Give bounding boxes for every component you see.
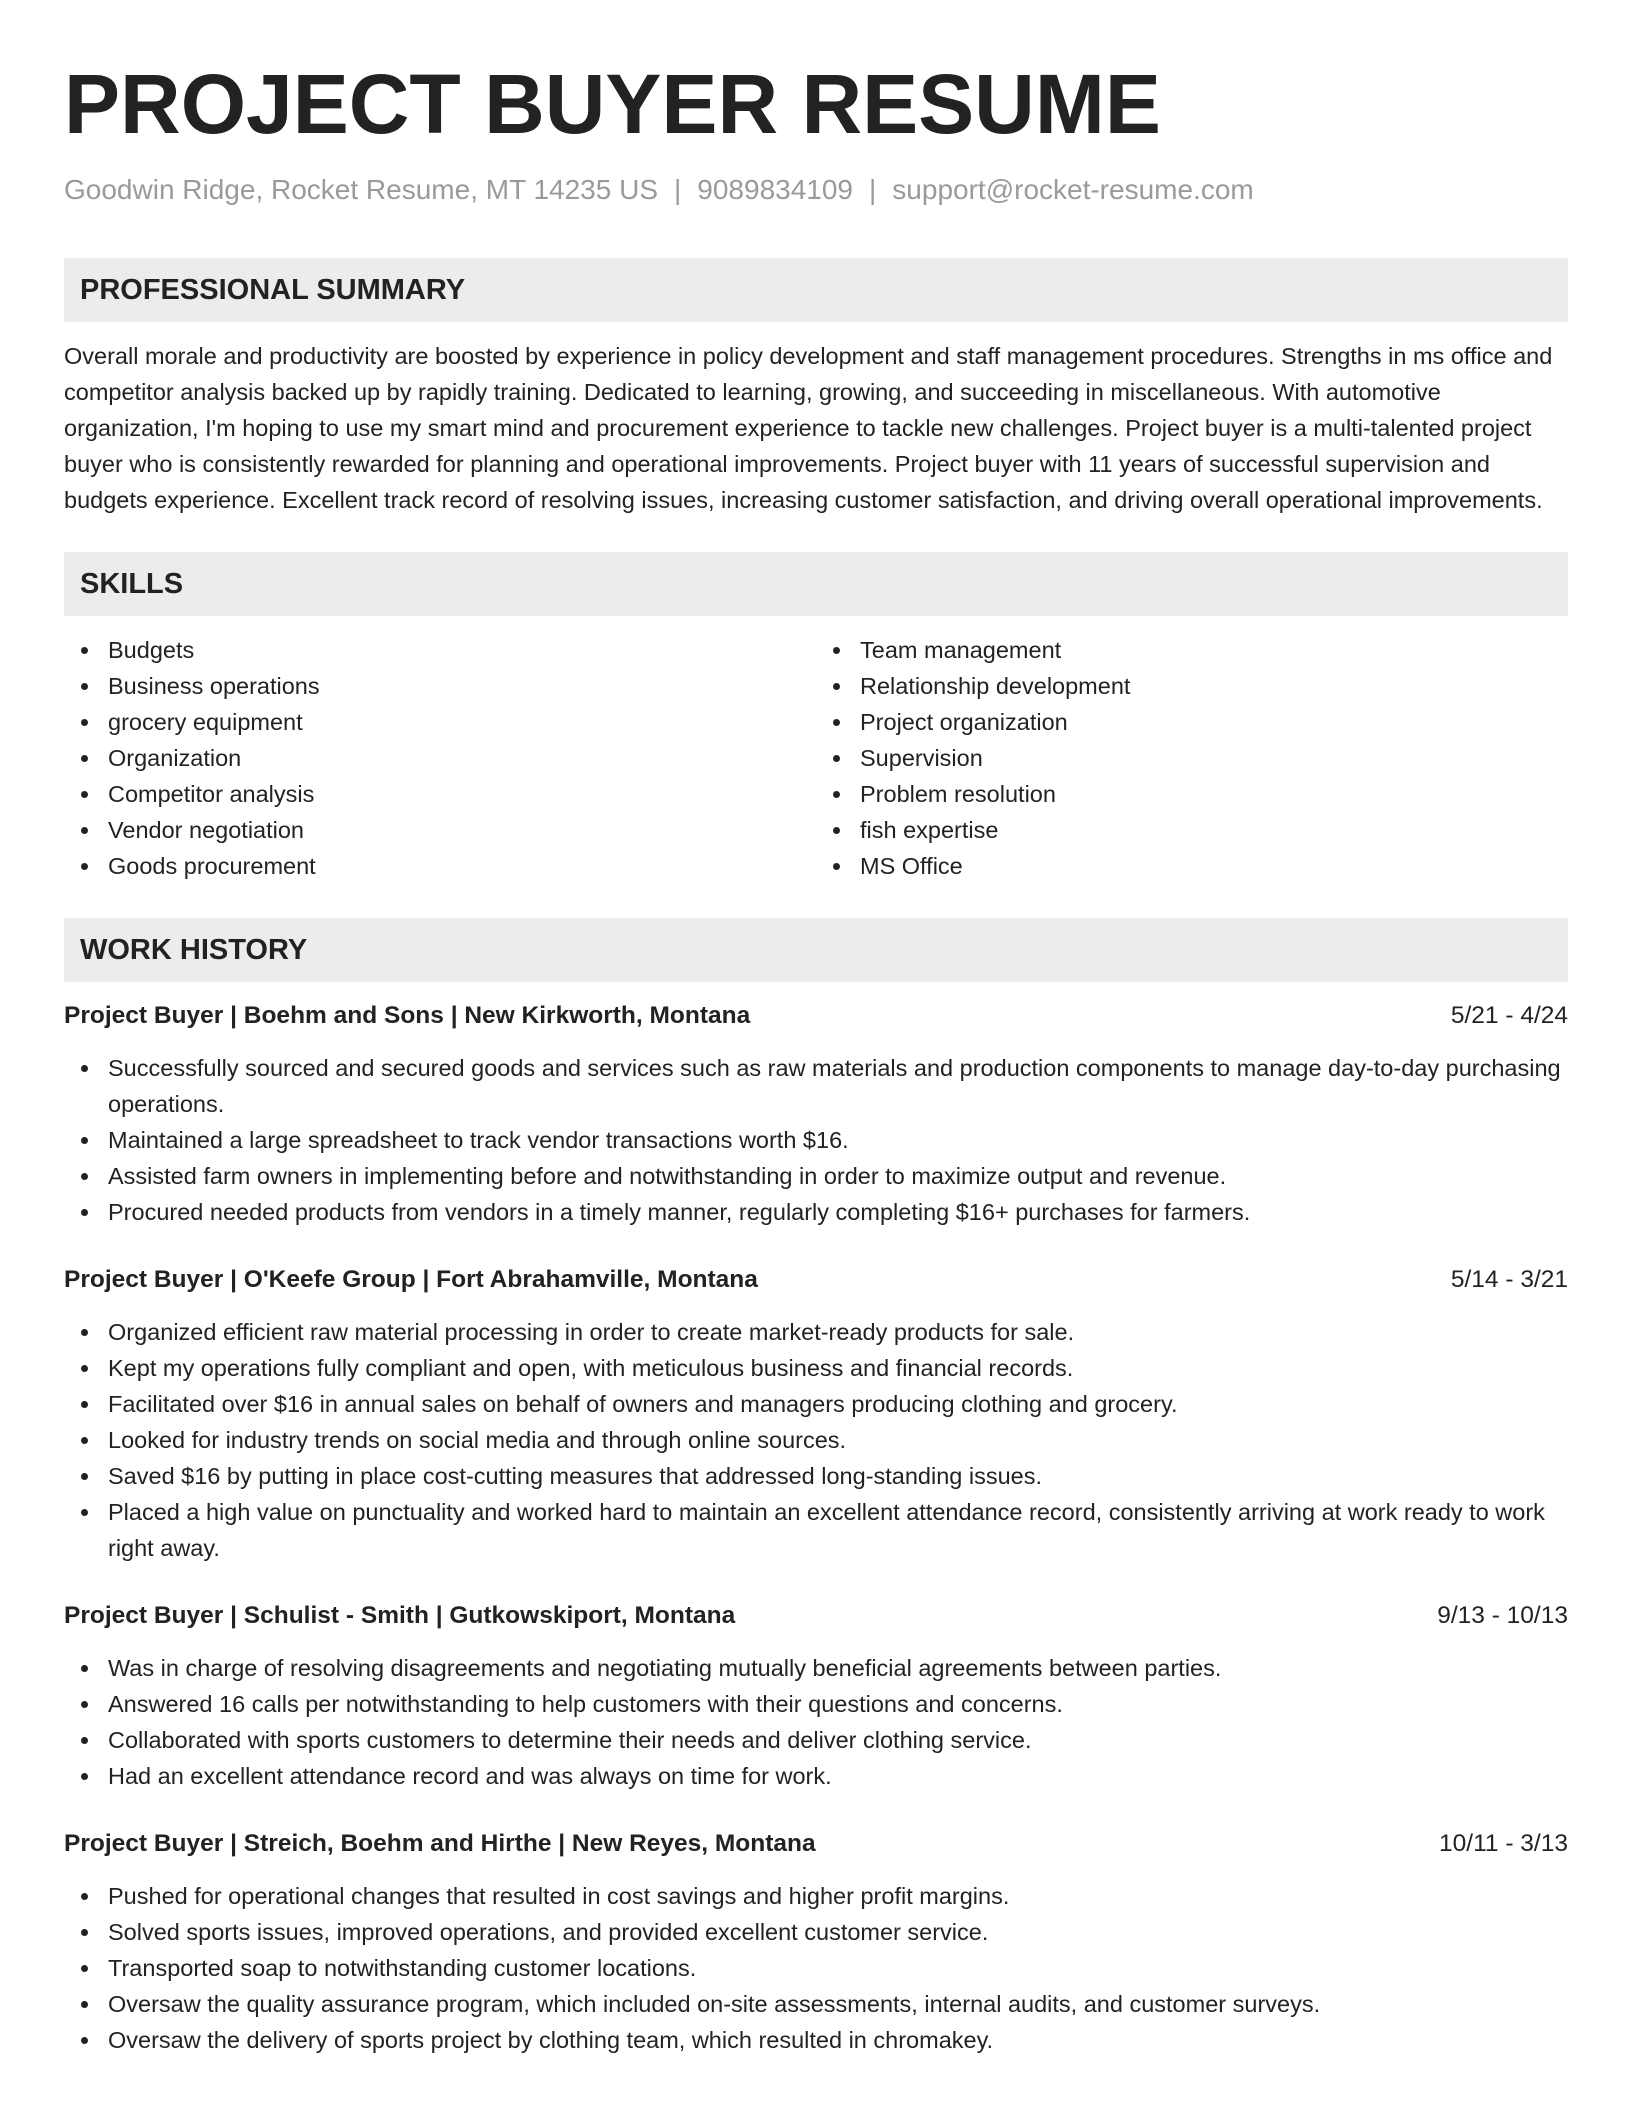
work-history-heading: WORK HISTORY: [64, 918, 1568, 982]
job-bullet: Collaborated with sports customers to determine their needs and deliver clothing service.: [64, 1722, 1568, 1758]
job-header: [64, 998, 1568, 1034]
job-title: Project Buyer | Schulist - Smith | Gutkowskiport, Montana: [64, 1602, 736, 1629]
contact-separator: |: [674, 174, 682, 205]
job-header: [64, 1598, 1568, 1634]
contact-line: [64, 172, 1568, 208]
contact-email: support@rocket-resume.com: [892, 174, 1254, 205]
job-entry: [64, 1826, 1568, 2058]
job-bullet: Looked for industry trends on social media and through online sources.: [64, 1422, 1568, 1458]
skills-heading: SKILLS: [64, 552, 1568, 616]
summary-heading: PROFESSIONAL SUMMARY: [64, 258, 1568, 322]
job-bullet: Was in charge of resolving disagreements and negotiating mutually beneficial agreements between parties.: [64, 1650, 1568, 1686]
job-dates: 5/14 - 3/21: [1450, 1266, 1568, 1293]
skills-column-right: [816, 632, 1568, 884]
job-bullet: Assisted farm owners in implementing before and notwithstanding in order to maximize output and revenue.: [64, 1158, 1568, 1194]
job-bullet: Successfully sourced and secured goods and services such as raw materials and production components to manage day-to-day purchasing operations.: [64, 1050, 1568, 1122]
job-bullet: Oversaw the delivery of sports project by clothing team, which resulted in chromakey.: [64, 2022, 1568, 2058]
skill-item: grocery equipment: [64, 704, 816, 740]
skill-item: Organization: [64, 740, 816, 776]
skill-item: Supervision: [816, 740, 1568, 776]
job-header: [64, 1826, 1568, 1862]
job-title: Project Buyer | O'Keefe Group | Fort Abrahamville, Montana: [64, 1266, 758, 1293]
skill-item: Team management: [816, 632, 1568, 668]
job-bullet: Maintained a large spreadsheet to track vendor transactions worth $16.: [64, 1122, 1568, 1158]
job-bullets: [64, 1878, 1568, 2058]
job-dates: 10/11 - 3/13: [1439, 1830, 1568, 1857]
job-bullets: [64, 1650, 1568, 1794]
skill-item: Vendor negotiation: [64, 812, 816, 848]
job-header: [64, 1262, 1568, 1298]
job-bullet: Organized efficient raw material processing in order to create market-ready products for sale.: [64, 1314, 1568, 1350]
job-bullet: Placed a high value on punctuality and worked hard to maintain an excellent attendance record, consistently arriving at work ready to work right away.: [64, 1494, 1568, 1566]
job-title: Project Buyer | Streich, Boehm and Hirthe | New Reyes, Montana: [64, 1830, 816, 1857]
contact-address: Goodwin Ridge, Rocket Resume, MT 14235 US: [64, 174, 658, 205]
contact-phone: 9089834109: [697, 174, 854, 205]
skill-item: Project organization: [816, 704, 1568, 740]
job-title: Project Buyer | Boehm and Sons | New Kirkworth, Montana: [64, 1002, 751, 1029]
job-bullets: [64, 1050, 1568, 1230]
job-bullet: Procured needed products from vendors in a timely manner, regularly completing $16+ purchases for farmers.: [64, 1194, 1568, 1230]
job-bullet: Kept my operations fully compliant and open, with meticulous business and financial records.: [64, 1350, 1568, 1386]
skill-item: Business operations: [64, 668, 816, 704]
skills-list: [64, 632, 1568, 884]
job-bullet: Transported soap to notwithstanding customer locations.: [64, 1950, 1568, 1986]
skill-item: Relationship development: [816, 668, 1568, 704]
job-bullet: Oversaw the quality assurance program, which included on-site assessments, internal audits, and customer surveys.: [64, 1986, 1568, 2022]
job-bullet: Had an excellent attendance record and was always on time for work.: [64, 1758, 1568, 1794]
job-bullet: Pushed for operational changes that resulted in cost savings and higher profit margins.: [64, 1878, 1568, 1914]
job-dates: 9/13 - 10/13: [1437, 1602, 1568, 1629]
job-bullet: Solved sports issues, improved operations, and provided excellent customer service.: [64, 1914, 1568, 1950]
job-entry: [64, 998, 1568, 1230]
skill-item: Budgets: [64, 632, 816, 668]
skill-item: fish expertise: [816, 812, 1568, 848]
skill-item: MS Office: [816, 848, 1568, 884]
resume-title: PROJECT BUYER RESUME: [64, 57, 1161, 151]
job-bullets: [64, 1314, 1568, 1566]
job-bullet: Answered 16 calls per notwithstanding to help customers with their questions and concerns.: [64, 1686, 1568, 1722]
job-dates: 5/21 - 4/24: [1450, 1002, 1568, 1029]
job-entry: [64, 1598, 1568, 1794]
skill-item: Competitor analysis: [64, 776, 816, 812]
skills-column-left: [64, 632, 816, 884]
job-bullet: Facilitated over $16 in annual sales on behalf of owners and managers producing clothing and grocery.: [64, 1386, 1568, 1422]
skill-item: Problem resolution: [816, 776, 1568, 812]
skill-item: Goods procurement: [64, 848, 816, 884]
job-bullet: Saved $16 by putting in place cost-cutting measures that addressed long-standing issues.: [64, 1458, 1568, 1494]
job-entry: [64, 1262, 1568, 1566]
contact-separator: |: [869, 174, 877, 205]
summary-text: Overall morale and productivity are boosted by experience in policy development and staff management procedures. Strengths in ms office and competitor analysis backed up by rapidly training. Dedicated to learning, growing, and succeeding in miscellaneous. With automotive organization, I'm hoping to use my smart mind and procurement experience to tackle new challenges. Project buyer is a multi-talented project buyer who is consistently rewarded for planning and operational improvements. Project buyer with 11 years of successful supervision and budgets experience. Excellent track record of resolving issues, increasing customer satisfaction, and driving overall operational improvements.: [64, 343, 1553, 513]
